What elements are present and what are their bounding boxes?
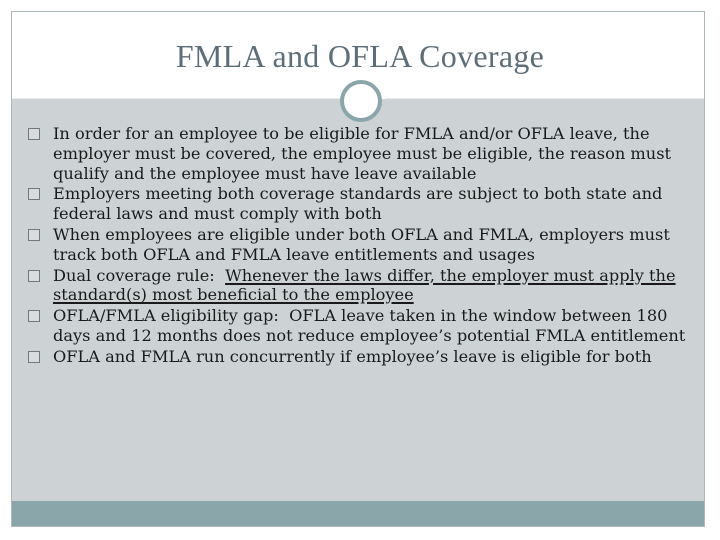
title-divider-right [386, 98, 704, 99]
list-item [26, 225, 696, 265]
checkbox-square-icon [28, 229, 40, 241]
footer-bar [12, 501, 704, 526]
list-item [26, 306, 696, 346]
list-item [26, 124, 696, 183]
bullet-list [26, 124, 696, 368]
list-item [26, 347, 696, 367]
slide-title: FMLA and OFLA Coverage [175, 38, 545, 74]
list-item [26, 184, 696, 224]
checkbox-square-icon [28, 351, 40, 363]
bullet-text: In order for an employee to be eligible for FMLA and/or OFLA leave, the employer must be covered, the employee must be eligible, the reason must qualify and the employee must have leave available [53, 124, 672, 183]
checkbox-square-icon [28, 270, 40, 282]
bullet-text: OFLA and FMLA run concurrently if employee’s leave is eligible for both [53, 346, 652, 366]
bullet-text: Employers meeting both coverage standards are subject to both state and federal laws and must comply with both [53, 184, 663, 224]
ring-circle-icon [340, 80, 382, 122]
checkbox-square-icon [28, 188, 40, 200]
bullet-underlined-text: Whenever the laws differ, the employer must apply the standard(s) most beneficial to the employee [53, 265, 676, 305]
checkbox-square-icon [28, 128, 40, 140]
bullet-lead-text: Dual coverage rule: [53, 265, 226, 285]
checkbox-square-icon [28, 310, 40, 322]
title-divider-left [12, 98, 341, 99]
bullet-text: When employees are eligible under both OFLA and FMLA, employers must track both OFLA and FMLA leave entitlements and usages [53, 224, 670, 264]
bullet-text: OFLA/FMLA eligibility gap: OFLA leave taken in the window between 180 days and 12 months does not reduce employee’s potential FMLA entitlement [53, 306, 686, 345]
list-item [26, 266, 696, 306]
